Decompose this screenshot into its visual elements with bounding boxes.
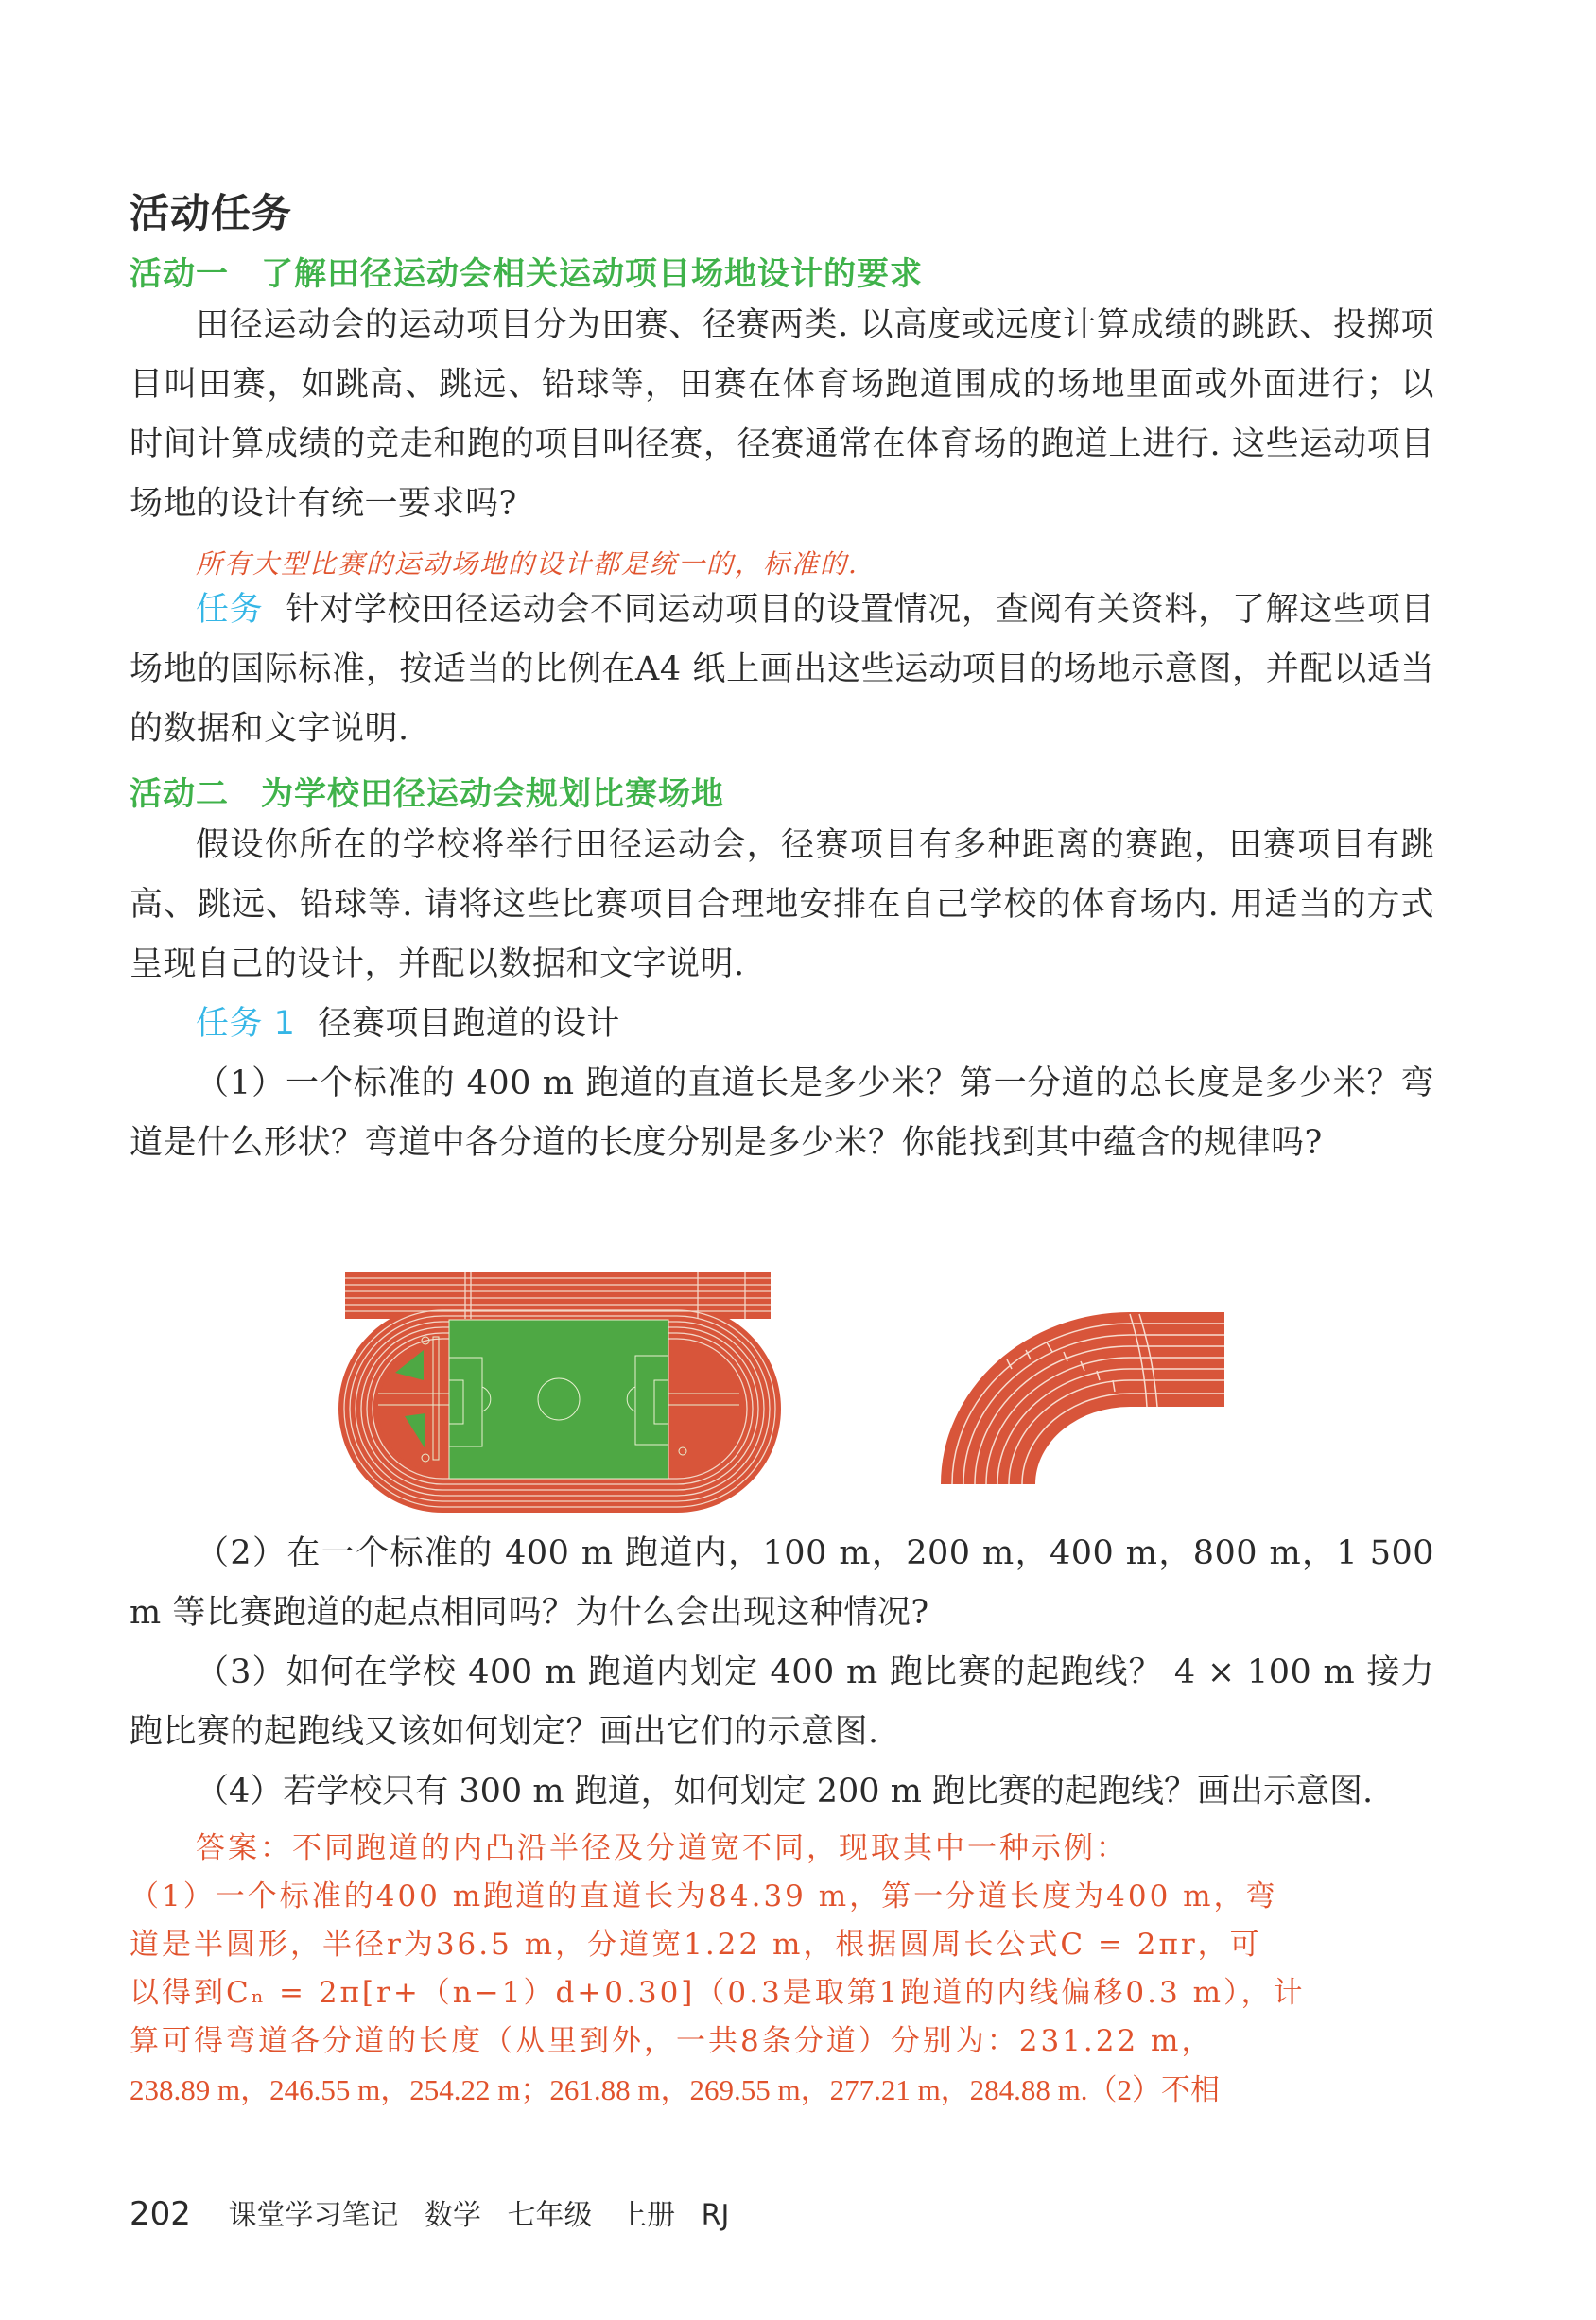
answer-block bbox=[130, 1825, 1434, 2114]
activity1-task-text: 针对学校田径运动会不同运动项目的设置情况，查阅有关资料，了解这些项目场地的国际标准，按适当的比例在A4 纸上画出这些运动项目的场地示意图，并配以适当的数据和文字说明. bbox=[130, 591, 1434, 748]
book-grade: 七年级 bbox=[507, 2199, 593, 2232]
answer-line-2: （1）一个标准的400 m跑道的直道长为84.39 m，第一分道长度为400 m，弯 bbox=[130, 1879, 1278, 1913]
activity1-heading bbox=[130, 248, 923, 294]
answer-line-1: 答案：不同跑道的内凸沿半径及分道宽不同，现取其中一种示例： bbox=[196, 1831, 1128, 1865]
task1-heading bbox=[130, 995, 1434, 1054]
answer-line-6: 238.89 m，246.55 m，254.22 m；261.88 m，269.55 m，277.21 m，284.88 m.（2）不相 bbox=[130, 2073, 1221, 2106]
answer-line-3: 道是半圆形，半径r为36.5 m，分道宽1.22 m，根据圆周长公式C = 2πr，可 bbox=[130, 1928, 1262, 1962]
section-title: 活动任务 bbox=[130, 190, 293, 236]
question-3: （3）如何在学校 400 m 跑道内划定 400 m 跑比赛的起跑线？ 4 × 100 m 接力跑比赛的起跑线又该如何划定？画出它们的示意图. bbox=[130, 1653, 1434, 1751]
book-edition: RJ bbox=[701, 2199, 730, 2232]
activity1-task bbox=[130, 580, 1434, 759]
handwritten-answer-1: 所有大型比赛的运动场地的设计都是统一的，标准的. bbox=[196, 548, 859, 580]
question-2: （2）在一个标准的 400 m 跑道内，100 m，200 m，400 m，800 m，1 500 m 等比赛跑道的起点相同吗？为什么会出现这种情况? bbox=[130, 1534, 1434, 1632]
question-4: （4）若学校只有 300 m 跑道，如何划定 200 m 跑比赛的起跑线？画出示意图. bbox=[196, 1773, 1374, 1810]
answer-line-4: 以得到Cₙ = 2π[r+（n−1）d+0.30]（0.3是取第1跑道的内线偏移0.3 m），计 bbox=[130, 1976, 1306, 2010]
activity2-heading bbox=[130, 768, 724, 814]
activity2-paragraph: 假设你所在的学校将举行田径运动会，径赛项目有多种距离的赛跑，田赛项目有跳高、跳远、铅球等. 请将这些比赛项目合理地安排在自己学校的体育场内. 用适当的方式呈现自己的设计，并配以数据和文字说明. bbox=[130, 826, 1434, 983]
task1-title: 径赛项目跑道的设计 bbox=[318, 1005, 620, 1043]
answer-line-5: 算可得弯道各分道的长度（从里到外，一共8条分道）分别为：231.22 m， bbox=[130, 2024, 1214, 2058]
activity2-number: 活动二 bbox=[130, 775, 229, 813]
book-title: 课堂学习笔记 bbox=[228, 2199, 399, 2232]
activity2-title: 为学校田径运动会规划比赛场地 bbox=[261, 775, 724, 813]
activity1-title: 了解田径运动会相关运动项目场地设计的要求 bbox=[261, 255, 923, 293]
stadium-figure bbox=[331, 1257, 804, 1517]
stadium-track-icon bbox=[331, 1257, 804, 1517]
activity1-number: 活动一 bbox=[130, 255, 229, 293]
page-footer bbox=[130, 2191, 746, 2233]
track-curve-icon bbox=[941, 1293, 1224, 1487]
track-curve-figure bbox=[941, 1293, 1224, 1487]
page-number: 202 bbox=[130, 2195, 191, 2233]
book-subject: 数学 bbox=[425, 2199, 481, 2232]
task-label: 任务 bbox=[196, 591, 264, 629]
task1-label: 任务 1 bbox=[196, 1005, 296, 1043]
book-volume: 上册 bbox=[618, 2199, 676, 2232]
question-1: （1）一个标准的 400 m 跑道的直道长是多少米？第一分道的总长度是多少米？弯道是什么形状？弯道中各分道的长度分别是多少米？你能找到其中蕴含的规律吗? bbox=[130, 1065, 1434, 1162]
activity1-paragraph: 田径运动会的运动项目分为田赛、径赛两类. 以高度或远度计算成绩的跳跃、投掷项目叫田赛，如跳高、跳远、铅球等，田赛在体育场跑道围成的场地里面或外面进行；以时间计算成绩的竞走和跑的项目叫径赛，径赛通常在体育场的跑道上进行. 这些运动项目场地的设计有统一要求吗? bbox=[130, 306, 1434, 523]
